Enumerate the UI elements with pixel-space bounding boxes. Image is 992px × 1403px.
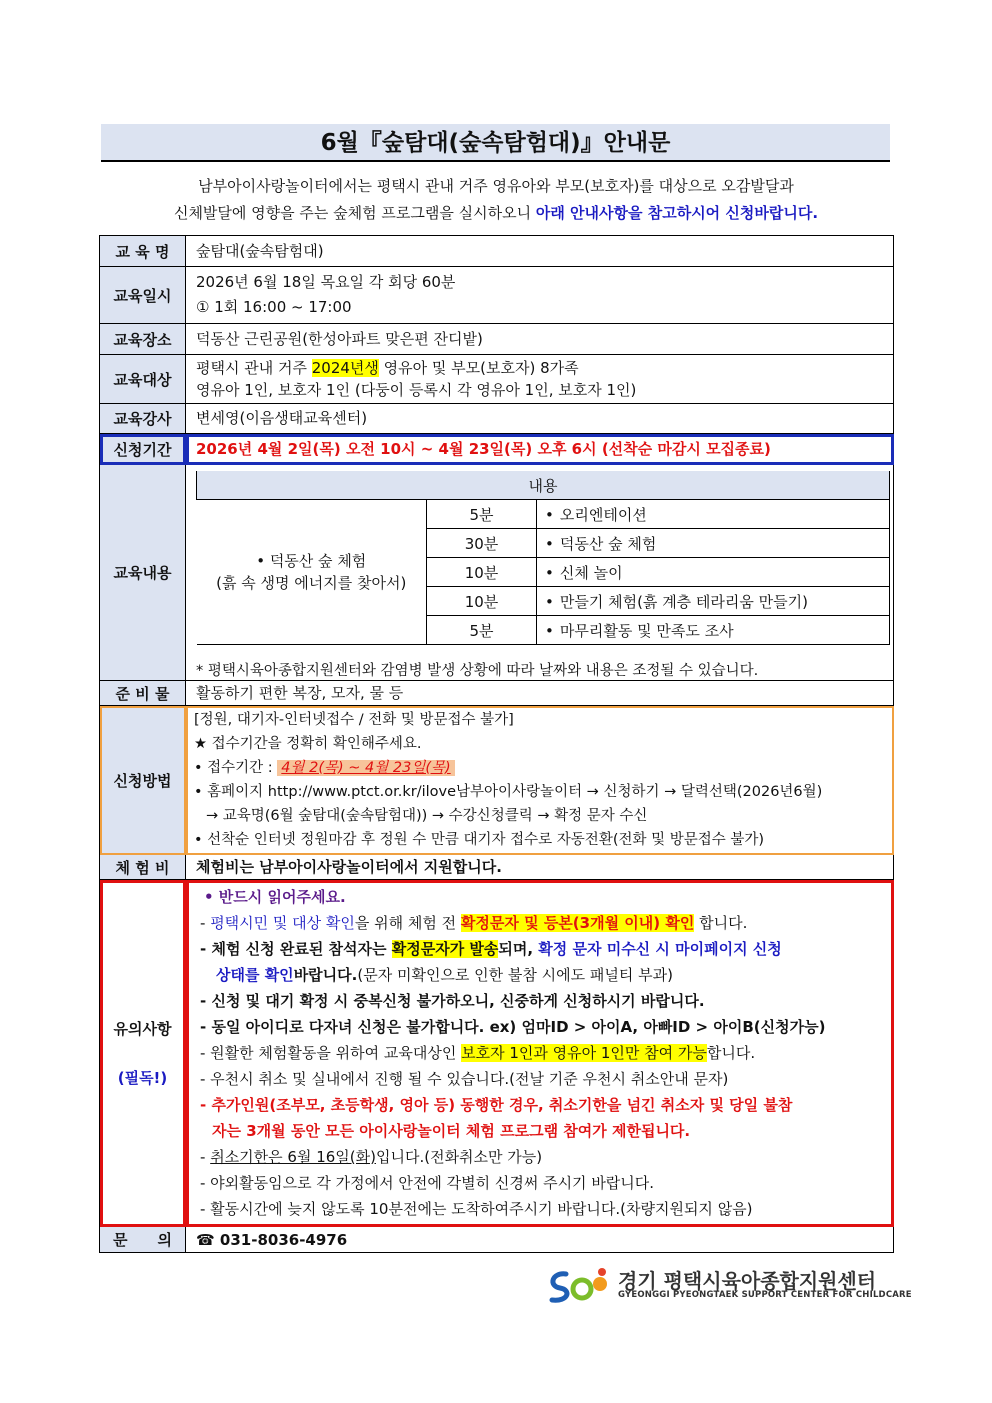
- row-date: [100, 267, 894, 324]
- target-text-b: 영유아 및 부모(보호자) 8가족: [378, 359, 579, 377]
- row-supplies: [100, 681, 894, 706]
- value-instructor: 변세영(이음생태교육센터): [186, 404, 894, 434]
- label-notes: 유의사항: [113, 1020, 172, 1038]
- target-line-2: 영유아 1인, 보호자 1인 (다둥이 등록시 각 영유아 1인, 보호자 1인): [196, 381, 637, 399]
- value-period: 2026년 4월 2일(목) 오전 10시 ~ 4월 23일(목) 오후 6시 (선착순 마감시 모집종료): [186, 434, 894, 465]
- content-left-sub: (흙 속 생명 에너지를 찾아서): [216, 574, 407, 592]
- document-title: 6월『숲탐대(숲속탐험대)』안내문: [101, 124, 890, 162]
- note-8-end: 입니다.(전화취소만 가능): [375, 1148, 543, 1166]
- method-line-2: ★ 접수기간을 정확히 확인해주세요.: [194, 736, 422, 752]
- content-item: [537, 587, 890, 616]
- note-2-paren: (문자 미확인으로 인한 불참 시에도 패널티 부과): [357, 966, 673, 984]
- label-inquiry: 문 의: [100, 1227, 186, 1253]
- note-2-blue: 확정 문자 미수신 시 마이페이지 신청: [538, 940, 782, 958]
- note-7-cont: 자는 3개월 동안 모든 아이사랑놀이터 체험 프로그램 참여가 제한됩니다.: [212, 1122, 691, 1140]
- content-item: [537, 616, 890, 645]
- method-line-4: • 홈페이지 http://www.ptct.or.kr/ilove남부아이사랑놀이터 → 신청하기 → 달력선택(2026년6월): [194, 784, 823, 800]
- value-method: [186, 706, 894, 855]
- content-item-text: 마무리활동 및 만족도 조사: [559, 621, 734, 640]
- row-target: [100, 355, 894, 404]
- content-item-text: 오리엔테이션: [559, 505, 647, 524]
- content-mins: 5분: [427, 500, 537, 529]
- value-target: [186, 355, 894, 404]
- note-1: [200, 910, 883, 936]
- value-notes: [186, 880, 894, 1227]
- content-item-text: 신체 놀이: [559, 563, 623, 582]
- content-left-title: • 덕동산 숲 체험: [256, 552, 367, 570]
- note-2-blue-b: 상태를 확인: [216, 966, 294, 984]
- label-target: 교육대상: [100, 355, 186, 404]
- note-8-underline: 취소기한은 6월 16일(화): [210, 1148, 376, 1166]
- label-instructor: 교육강사: [100, 404, 186, 434]
- note-4: - 동일 아이디로 다자녀 신청은 불가합니다. ex) 엄마ID > 아이A, 아빠ID > 아이B(신청가능): [200, 1018, 826, 1036]
- label-notes-cell: [100, 880, 186, 1227]
- content-footnote: * 평택시육아종합지원센터와 감염병 발생 상황에 따라 날짜와 내용은 조정될 수 있습니다.: [196, 663, 759, 679]
- intro-line-2-text: 신체발달에 영향을 주는 숲체험 프로그램을 실시하오니: [173, 204, 536, 222]
- value-fee: 체험비는 남부아이사랑놀이터에서 지원합니다.: [186, 855, 894, 880]
- bullet-icon: •: [545, 592, 554, 611]
- intro-line-1: 남부아이사랑놀이터에서는 평택시 관내 거주 영유아와 부모(보호자)를 대상으로 오감발달과: [198, 177, 794, 195]
- note-must-read: • 반드시 읽어주세요.: [204, 888, 346, 906]
- label-place: 교육장소: [100, 324, 186, 355]
- target-year-highlight: 2024년생: [311, 359, 379, 377]
- method-period-label: • 접수기간 :: [194, 760, 278, 776]
- note-2-text: - 체험 신청 완료된 참석자는: [200, 940, 392, 958]
- row-name: [100, 236, 894, 267]
- row-inquiry: [100, 1227, 894, 1253]
- date-line-2: ① 1회 16:00 ~ 17:00: [196, 298, 352, 316]
- note-8-dash: -: [200, 1148, 211, 1166]
- note-10: - 활동시간에 늦지 않도록 10분전에는 도착하여주시기 바랍니다.(차량지원되지 않음): [200, 1200, 753, 1218]
- label-name: 교 육 명: [100, 236, 186, 267]
- info-table: [99, 235, 894, 1253]
- content-mins: 10분: [427, 558, 537, 587]
- note-2-cont: [200, 962, 883, 988]
- note-1-end: 합니다.: [694, 914, 748, 932]
- note-5-end: 합니다.: [706, 1044, 756, 1062]
- note-1-dash: -: [200, 914, 211, 932]
- row-fee: [100, 855, 894, 880]
- bullet-icon: •: [545, 534, 554, 553]
- value-inquiry: ☎ 031-8036-4976: [186, 1227, 894, 1253]
- content-header-row: [197, 471, 890, 500]
- content-item: [537, 558, 890, 587]
- content-left-cell: [197, 500, 427, 645]
- note-5-text: - 원활한 체험활동을 위하여 교육대상인: [200, 1044, 462, 1062]
- value-content: [186, 465, 894, 681]
- note-2: [200, 936, 883, 962]
- intro-line-2: [100, 203, 892, 223]
- value-name: 숲탐대(숲속탐험대): [186, 236, 894, 267]
- content-item-text: 덕동산 숲 체험: [559, 534, 657, 553]
- value-supplies: 활동하기 편한 복장, 모자, 물 등: [186, 681, 894, 706]
- note-1-highlight: 확정문자 및 등본(3개월 이내) 확인: [460, 914, 695, 932]
- row-content: [100, 465, 894, 681]
- content-mins: 5분: [427, 616, 537, 645]
- content-table: [196, 471, 890, 645]
- content-mins: 30분: [427, 529, 537, 558]
- row-place: [100, 324, 894, 355]
- note-9: - 야외활동임으로 각 가정에서 안전에 각별히 신경써 주시기 바랍니다.: [200, 1174, 655, 1192]
- value-date: [186, 267, 894, 324]
- intro-line-2-highlight: 아래 안내사항을 참고하시어 신청바랍니다.: [535, 204, 819, 222]
- content-item: [537, 500, 890, 529]
- row-method: [100, 706, 894, 855]
- note-6: - 우천시 취소 및 실내에서 진행 될 수 있습니다.(전날 기준 우천시 취소안내 문자): [200, 1070, 729, 1088]
- bullet-icon: •: [545, 505, 554, 524]
- note-5-highlight: 보호자 1인과 영유아 1인만 참여 가능: [461, 1044, 707, 1062]
- date-line-1: 2026년 6월 18일 목요일 각 회당 60분: [196, 273, 456, 291]
- method-line-6: • 선착순 인터넷 정원마감 후 정원 수 만큼 대기자 접수로 자동전환(전화 및 방문접수 불가): [194, 832, 765, 848]
- label-date: 교육일시: [100, 267, 186, 324]
- method-period-dates: 4월 2(목) ~ 4월 23일(목): [277, 760, 454, 776]
- note-2-highlight: 확정문자가 발송: [391, 940, 499, 958]
- note-5: [200, 1040, 883, 1066]
- note-1-blue: 평택시민 및 대상 확인: [210, 914, 355, 932]
- content-item: [537, 529, 890, 558]
- label-period: 신청기간: [100, 434, 186, 465]
- note-3: - 신청 및 대기 확정 시 중복신청 불가하오니, 신중하게 신청하시기 바랍니다.: [200, 992, 705, 1010]
- row-period: [100, 434, 894, 465]
- note-8: [200, 1144, 883, 1170]
- content-item-text: 만들기 체험(흙 계층 테라리움 만들기): [559, 592, 808, 611]
- bullet-icon: •: [545, 621, 554, 640]
- target-text-a: 평택시 관내 거주: [196, 359, 312, 377]
- method-line-1: [정원, 대기자-인터넷접수 / 전화 및 방문접수 불가]: [194, 712, 514, 728]
- logo-subtitle: GYEONGGI PYEONGTAEK SUPPORT CENTER FOR CHILDCARE: [618, 1290, 912, 1300]
- method-line-3: [194, 756, 885, 780]
- content-header: 내용: [197, 471, 890, 500]
- method-line-5: → 교육명(6월 숲탐대(숲속탐험대)) → 수강신청클릭 → 확정 문자 수신: [206, 808, 648, 824]
- label-notes-sub: (필독!): [117, 1069, 168, 1087]
- label-method: 신청방법: [100, 706, 186, 855]
- note-2-text-c: 바랍니다.: [293, 966, 358, 984]
- label-supplies: 준 비 물: [100, 681, 186, 706]
- row-notes: [100, 880, 894, 1227]
- value-place: 덕동산 근린공원(한성아파트 맞은편 잔디밭): [186, 324, 894, 355]
- label-content: 교육내용: [100, 465, 186, 681]
- label-fee: 체 험 비: [100, 855, 186, 880]
- row-instructor: [100, 404, 894, 434]
- target-line-1: [196, 357, 883, 379]
- content-row-1: [197, 500, 890, 529]
- note-1-text: 을 위해 체험 전: [354, 914, 461, 932]
- note-7: - 추가인원(조부모, 초등학생, 영아 등) 동행한 경우, 취소기한을 넘긴 취소자 및 당일 불참: [200, 1096, 793, 1114]
- logo-name: 경기 평택시육아종합지원센터: [618, 1269, 877, 1293]
- bullet-icon: •: [545, 563, 554, 582]
- content-mins: 10분: [427, 587, 537, 616]
- note-2-text-b: 되며,: [498, 940, 539, 958]
